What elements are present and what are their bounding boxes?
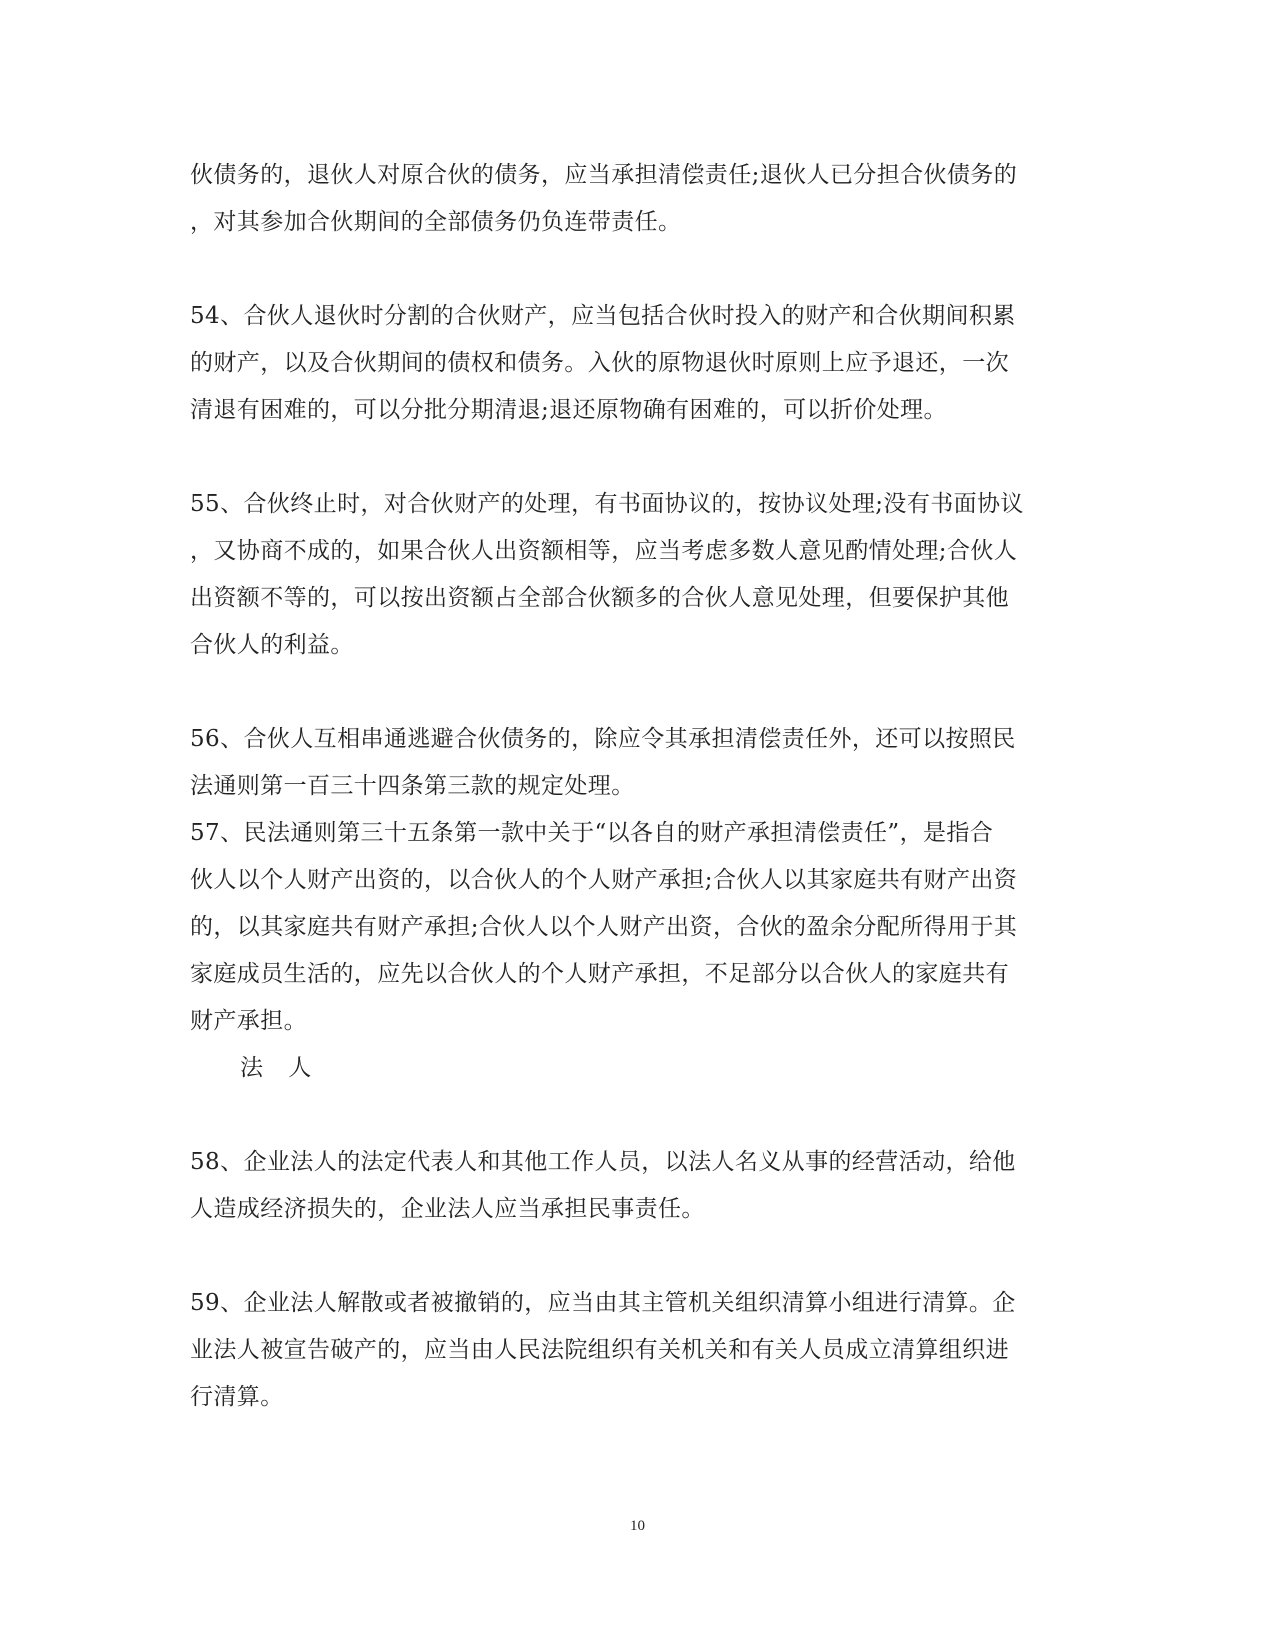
text-line: 法通则第一百三十四条第三款的规定处理。 bbox=[190, 773, 635, 799]
text-line: 56、合伙人互相串通逃避合伙债务的，除应令其承担清偿责任外，还可以按照民 bbox=[190, 726, 1016, 752]
text-line: ，又协商不成的，如果合伙人出资额相等，应当考虑多数人意见酌情处理;合伙人 bbox=[190, 538, 1018, 564]
text-line: 伙债务的，退伙人对原合伙的债务，应当承担清偿责任;退伙人已分担合伙债务的 bbox=[190, 162, 1018, 188]
document-body bbox=[190, 152, 1090, 1421]
text-line: 57、民法通则第三十五条第一款中关于“以各自的财产承担清偿责任”，是指合 bbox=[190, 820, 994, 846]
paragraph-item-54 bbox=[190, 293, 1090, 434]
page-number: 10 bbox=[630, 1518, 645, 1534]
text-line: 54、合伙人退伙时分割的合伙财产，应当包括合伙时投入的财产和合伙期间积累 bbox=[190, 303, 1016, 329]
text-line: 伙人以个人财产出资的，以合伙人的个人财产承担;合伙人以其家庭共有财产出资 bbox=[190, 867, 1018, 893]
text-line: 人造成经济损失的，企业法人应当承担民事责任。 bbox=[190, 1196, 705, 1222]
text-line: 财产承担。 bbox=[190, 1008, 307, 1034]
section-heading: 法 人 bbox=[240, 1055, 321, 1081]
text-line: 55、合伙终止时，对合伙财产的处理，有书面协议的，按协议处理;没有书面协议 bbox=[190, 491, 1024, 517]
text-line: 59、企业法人解散或者被撤销的，应当由其主管机关组织清算小组进行清算。企 bbox=[190, 1290, 1016, 1316]
paragraph-item-55 bbox=[190, 481, 1090, 669]
text-line: 家庭成员生活的，应先以合伙人的个人财产承担，不足部分以合伙人的家庭共有 bbox=[190, 961, 1009, 987]
paragraph-item-58 bbox=[190, 1139, 1090, 1233]
paragraph-continuation bbox=[190, 152, 1090, 246]
text-line: ，对其参加合伙期间的全部债务仍负连带责任。 bbox=[190, 209, 682, 235]
text-line: 业法人被宣告破产的，应当由人民法院组织有关机关和有关人员成立清算组织进 bbox=[190, 1337, 1009, 1363]
text-line: 行清算。 bbox=[190, 1384, 284, 1410]
text-line: 出资额不等的，可以按出资额占全部合伙额多的合伙人意见处理，但要保护其他 bbox=[190, 585, 1009, 611]
text-line: 的财产，以及合伙期间的债权和债务。入伙的原物退伙时原则上应予退还，一次 bbox=[190, 350, 1009, 376]
text-line: 的，以其家庭共有财产承担;合伙人以个人财产出资，合伙的盈余分配所得用于其 bbox=[190, 914, 1018, 940]
paragraph-item-57 bbox=[190, 810, 1090, 1045]
text-line: 清退有困难的，可以分批分期清退;退还原物确有困难的，可以折价处理。 bbox=[190, 397, 947, 423]
text-line: 58、企业法人的法定代表人和其他工作人员，以法人名义从事的经营活动，给他 bbox=[190, 1149, 1016, 1175]
text-line: 合伙人的利益。 bbox=[190, 632, 354, 658]
paragraph-item-59 bbox=[190, 1280, 1090, 1421]
paragraph-item-56 bbox=[190, 716, 1090, 810]
